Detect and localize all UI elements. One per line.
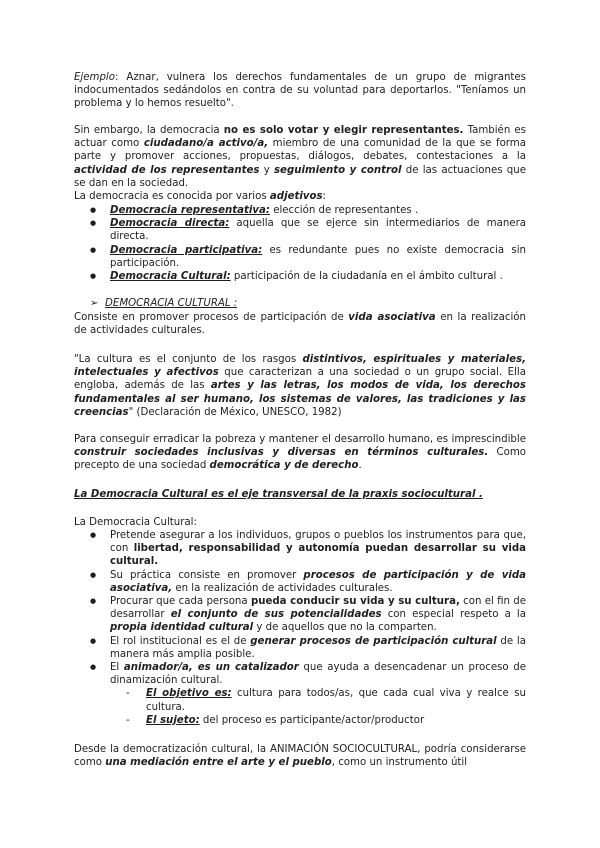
- closing-paragraph: Desde la democratización cultural, la ANIMACIÓN SOCIOCULTURAL, podría considerarse como una mediación entre el arte y el pueblo, como un instrumento útil: [74, 744, 526, 769]
- list-item: ● Procurar que cada persona pueda conducir su vida y su cultura, con el fin de desarrollar el conjunto de sus potencialidades con especial respeto a la propia identidad cultural y de aquellos que no la comparten.: [74, 595, 526, 635]
- list-item: - El objetivo es: cultura para todos/as, que cada cual viva y realce su cultura.: [110, 687, 526, 713]
- list-item: ● Democracia directa: aquella que se ejerce sin intermediarios de manera directa.: [74, 217, 526, 243]
- arrow-icon: ➢: [90, 298, 99, 309]
- list-item: ● El rol institucional es el de generar procesos de participación cultural de la manera más amplia posible.: [74, 635, 526, 661]
- list-item: - El sujeto: del proceso es participante/actor/productor: [110, 714, 526, 727]
- list-item: ● Democracia Cultural: participación de la ciudadanía en el ámbito cultural .: [74, 270, 526, 283]
- axis-statement: La Democracia Cultural es el eje transversal de la praxis sociocultural .: [74, 489, 483, 500]
- sub-points-list: [110, 687, 526, 727]
- section-heading: ➢ DEMOCRACIA CULTURAL :: [90, 298, 238, 309]
- list-item: ● Democracia participativa: es redundante pues no existe democracia sin participación.: [74, 244, 526, 270]
- list-item: ● Pretende asegurar a los individuos, grupos o pueblos los instrumentos para que, con libertad, responsabilidad y autonomía puedan desarrollar su vida cultural.: [74, 529, 526, 569]
- list-item: ● El animador/a, es un catalizador que ayuda a desencadenar un proceso de dinamización cultural. - El objetivo es: cultura para todos/as, que cada cual viva y realce su cultura. - El sujeto: del proceso es participante/actor/productor: [74, 661, 526, 727]
- poverty-paragraph: Para conseguir erradicar la pobreza y mantener el desarrollo humano, es imprescindible construir sociedades inclusivas y diversas en términos culturales. Como precepto de una sociedad democrática y de derecho.: [74, 434, 526, 472]
- democracy-paragraph: Sin embargo, la democracia no es solo votar y elegir representantes. También es actuar como ciudadano/a activo/a, miembro de una comunidad de la que se forma parte y promover acciones, propuestas, diálogos, debates, contestaciones a la actividad de los representantes y seguimiento y control de las actuaciones que se dan en la sociedad.: [74, 125, 526, 189]
- dc-points-list: [74, 529, 526, 727]
- consiste-paragraph: Consiste en promover procesos de participación de vida asociativa en la realización de actividades culturales.: [74, 312, 526, 337]
- list-item: ● Su práctica consiste en promover procesos de participación y de vida asociativa, en la realización de actividades culturales.: [74, 569, 526, 595]
- dc-label: La Democracia Cultural:: [74, 517, 197, 528]
- list-item: ● Democracia representativa: elección de representantes .: [74, 204, 526, 217]
- adjectives-intro: La democracia es conocida por varios adjetivos:: [74, 191, 326, 202]
- quote-paragraph: "La cultura es el conjunto de los rasgos distintivos, espirituales y materiales, intelectuales y afectivos que caracterizan a una sociedad o un grupo social. Ella engloba, además de las artes y las letras, los modos de vida, los derechos fundamentales al ser humano, los sistemas de valores, las tradiciones y las creencias" (Declaración de México, UNESCO, 1982): [74, 354, 526, 418]
- example-paragraph: Ejemplo: Aznar, vulnera los derechos fundamentales de un grupo de migrantes indocumentados sedándolos en contra de su voluntad para deportarlos. "Teníamos un problema y lo hemos resuelto".: [74, 72, 526, 110]
- example-label: Ejemplo: [74, 72, 115, 83]
- democracy-types-list: [74, 204, 526, 283]
